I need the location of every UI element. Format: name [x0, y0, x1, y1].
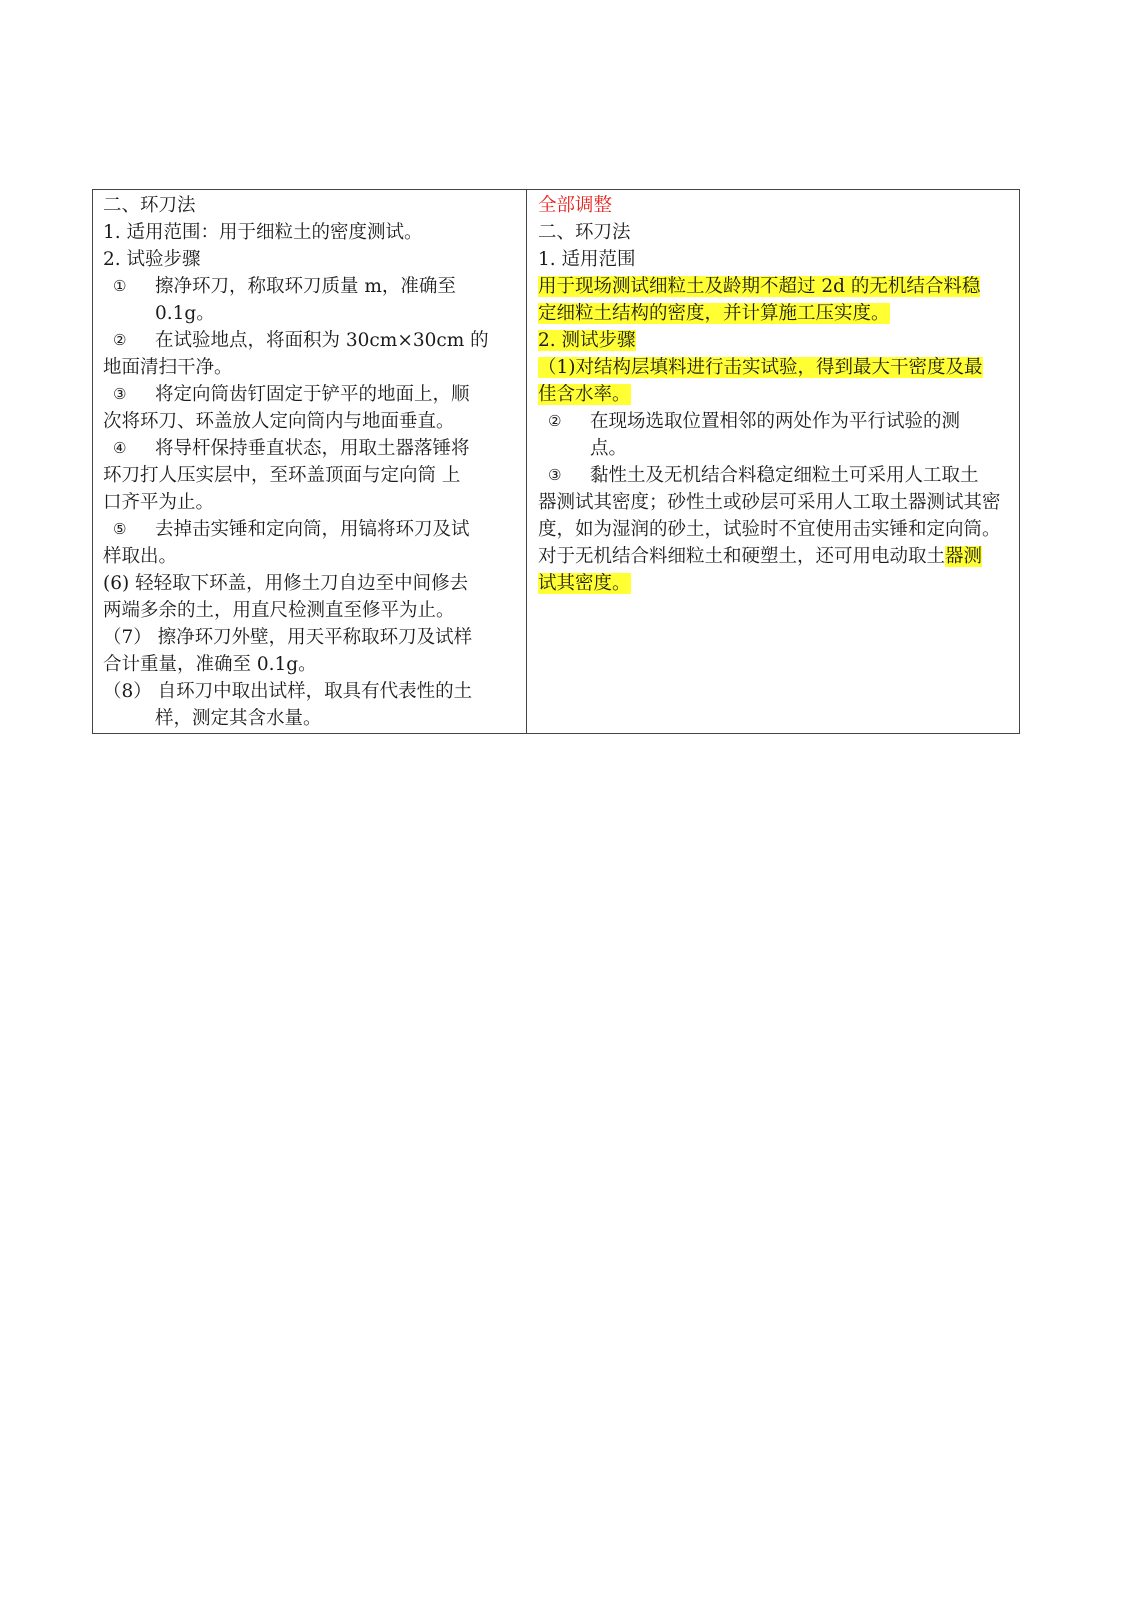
- step-number: ③: [548, 466, 562, 484]
- step-4: [103, 435, 518, 462]
- step-text: 将定向筒齿钉固定于铲平的地面上，顺: [155, 384, 470, 405]
- step-2: [103, 327, 518, 354]
- step-text-continued: 两端多余的土，用直尺检测直至修平为止。: [103, 600, 455, 621]
- step-text: 在现场选取位置相邻的两处作为平行试验的测: [590, 411, 961, 432]
- scope-line: [538, 273, 1013, 300]
- step-text-continued: 口齐平为止。: [103, 492, 215, 513]
- step-text-continued: [538, 570, 1013, 597]
- step-number: ②: [548, 412, 562, 430]
- step-text-continued: 0.1g。: [155, 303, 215, 324]
- highlighted-text: 定细粒土结构的密度，并计算施工压实度。: [538, 303, 890, 324]
- step-text: 在试验地点，将面积为 30cm×30cm 的: [155, 330, 489, 351]
- step-8: （8） 自环刀中取出试样，取具有代表性的土: [103, 681, 473, 702]
- step-1: [103, 273, 518, 300]
- highlighted-text: 用于现场测试细粒土及龄期不超过 2d 的无机结合料稳: [538, 276, 981, 297]
- section-title: 二、环刀法: [103, 195, 196, 216]
- step-text-continued: 环刀打人压实层中，至环盖顶面与定向筒 上: [103, 465, 461, 486]
- comparison-table: [92, 189, 1020, 734]
- step-text-continued: 次将环刀、环盖放人定向筒内与地面垂直。: [103, 411, 455, 432]
- revision-note: 全部调整: [538, 195, 613, 216]
- steps-heading: [538, 327, 1013, 354]
- highlighted-text: （1)对结构层填料进行击实试验，得到最大干密度及最: [538, 357, 983, 378]
- step-text-continued: 点。: [590, 438, 628, 459]
- step-text-continued: [538, 543, 1013, 570]
- scope-heading: 1. 适用范围: [538, 249, 636, 270]
- step-text: 去掉击实锤和定向筒，用镐将环刀及试: [155, 519, 470, 540]
- step-3: [538, 462, 1013, 489]
- revised-text-column: [527, 190, 1019, 733]
- step-7: （7） 擦净环刀外壁，用天平称取环刀及试样: [103, 627, 473, 648]
- step-6: (6) 轻轻取下环盖，用修土刀自边至中间修去: [103, 573, 469, 594]
- highlighted-text: 佳含水率。: [538, 384, 631, 405]
- step-text-continued: 样取出。: [103, 546, 178, 567]
- step-text: 擦净环刀，称取环刀质量 m，准确至: [155, 276, 456, 297]
- plain-text: 对于无机结合料细粒土和硬塑土，还可用电动取土: [538, 546, 946, 567]
- step-3: [103, 381, 518, 408]
- step-number: ⑤: [113, 520, 127, 538]
- highlighted-text: 器测: [945, 546, 983, 567]
- step-text-continued: 合计重量，准确至 0.1g。: [103, 654, 317, 675]
- scope-line: 1. 适用范围：用于细粒土的密度测试。: [103, 222, 423, 243]
- highlighted-text: 试其密度。: [538, 573, 631, 594]
- step-text-continued: 地面清扫干净。: [103, 357, 233, 378]
- step-text: 将导杆保持垂直状态，用取土器落锤将: [155, 438, 470, 459]
- step-text-continued: 度，如为湿润的砂土，试验时不宜使用击实锤和定向筒。: [538, 519, 1001, 540]
- scope-line: [538, 300, 1013, 327]
- steps-heading: 2. 试验步骤: [103, 249, 201, 270]
- original-text-column: [93, 190, 527, 733]
- section-title: 二、环刀法: [538, 222, 631, 243]
- step-number: ②: [113, 331, 127, 349]
- step-text-continued: 样，测定其含水量。: [155, 708, 322, 729]
- step-2: [538, 408, 1013, 435]
- step-number: ③: [113, 385, 127, 403]
- step-1: [538, 354, 1013, 381]
- step-5: [103, 516, 518, 543]
- step-number: ①: [113, 277, 127, 295]
- highlighted-text: 2. 测试步骤: [538, 330, 636, 351]
- step-text-continued: 器测试其密度；砂性土或砂层可采用人工取土器测试其密: [538, 492, 1001, 513]
- step-text-continued: [538, 381, 1013, 408]
- step-number: ④: [113, 439, 127, 457]
- step-text: 黏性土及无机结合料稳定细粒土可采用人工取土: [590, 465, 979, 486]
